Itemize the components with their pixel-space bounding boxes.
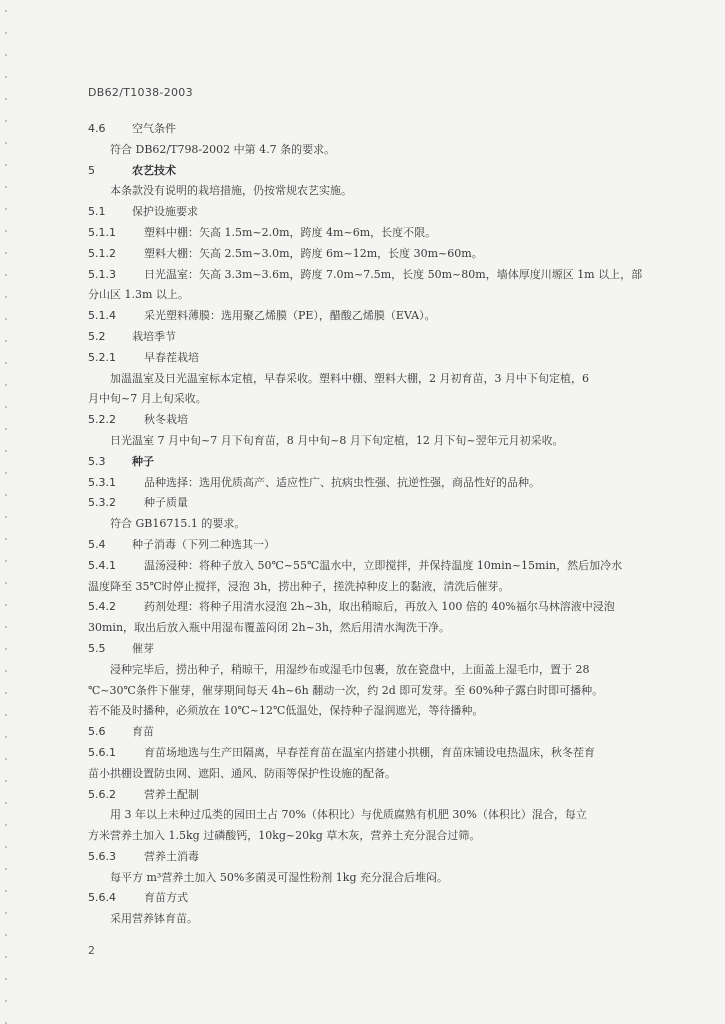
section-title: 育苗 — [132, 725, 154, 739]
section-title: 早春茬栽培 — [144, 350, 199, 364]
body-text-line: 月中旬~7 月上旬采收。 — [88, 392, 207, 406]
section-number: 5.1.2 — [88, 246, 116, 260]
body-text-line: 加温温室及日光温室标本定植，早春采收。塑料中棚、塑料大棚，2 月初育苗，3 月中下旬定植，6 — [110, 371, 589, 385]
section-heading — [88, 161, 698, 182]
standard-code-header: DB62/T1038-2003 — [88, 86, 193, 99]
section-title: 种子消毒（下列二种选其一） — [132, 537, 275, 551]
body-text-line: 日光温室 7 月中旬~7 月下旬育苗，8 月中旬~8 月下旬定植，12 月下旬~翌年元月初采收。 — [110, 433, 564, 447]
section-title: 催芽 — [132, 641, 154, 655]
subsection-heading — [88, 348, 698, 369]
body-text-line: 分山区 1.3m 以上。 — [88, 288, 189, 302]
subsection-heading — [88, 847, 698, 868]
section-title: 栽培季节 — [132, 329, 176, 343]
section-title: 保护设施要求 — [132, 205, 198, 219]
section-heading — [88, 535, 698, 556]
section-title: 空气条件 — [132, 122, 176, 135]
section-number: 5.2.1 — [88, 350, 116, 364]
section-number: 5.6.1 — [88, 745, 116, 759]
section-number: 5.4 — [88, 537, 106, 551]
subsection-heading — [88, 597, 698, 618]
body-text-line: 苗小拱棚设置防虫网、遮阳、通风、防雨等保护性设施的配备。 — [88, 766, 396, 780]
section-number: 5.6.2 — [88, 787, 116, 801]
section-number: 5.2 — [88, 329, 106, 343]
body-text-line: ℃~30℃条件下催芽，催芽期间每天 4h~6h 翻动一次，约 2d 即可发芽。至 60%种子露白时即可播种。 — [88, 683, 604, 697]
section-number: 5.6.3 — [88, 849, 116, 863]
section-number: 5.6.4 — [88, 891, 116, 905]
subsection-heading — [88, 473, 698, 494]
body-text-line: 符合 DB62/T798-2002 中第 4.7 条的要求。 — [110, 142, 336, 156]
body-text-line: 方米营养土加入 1.5kg 过磷酸钙，10kg~20kg 草木灰，营养土充分混合过筛。 — [88, 829, 481, 843]
section-title: 温汤浸种：将种子放入 50℃~55℃温水中，立即搅拌，并保持温度 10min~15min，然后加冷水 — [144, 558, 623, 572]
section-number: 5.1.4 — [88, 309, 116, 323]
subsection-heading — [88, 244, 698, 265]
subsection-heading — [88, 743, 698, 764]
section-title: 育苗场地选与生产田隔离，早春茬育苗在温室内搭建小拱棚，育苗床铺设电热温床，秋冬茬育 — [144, 745, 595, 759]
body-text-line: 温度降至 35℃时停止搅拌，浸泡 3h，捞出种子，搓洗掉种皮上的黏液，清洗后催芽。 — [88, 579, 510, 593]
scan-edge-dots — [4, 0, 8, 1024]
section-number: 4.6 — [88, 122, 106, 135]
body-text-line: 每平方 m³营养土加入 50%多菌灵可湿性粉剂 1kg 充分混合后堆闷。 — [110, 870, 448, 884]
subsection-heading — [88, 410, 698, 431]
page-number: 2 — [88, 944, 95, 957]
section-heading — [88, 452, 698, 473]
subsection-heading — [88, 785, 698, 806]
section-number: 5.4.1 — [88, 558, 116, 572]
section-number: 5.1.3 — [88, 267, 116, 281]
body-text-line: 符合 GB16715.1 的要求。 — [110, 517, 246, 531]
section-title: 品种选择：选用优质高产、适应性广、抗病虫性强、抗逆性强，商品性好的品种。 — [144, 475, 540, 489]
body-text-line: 30min，取出后放入瓶中用湿布覆盖闷闭 2h~3h，然后用清水淘洗干净。 — [88, 621, 450, 635]
section-title: 种子质量 — [144, 496, 188, 510]
section-heading — [88, 639, 698, 660]
section-title: 营养土消毒 — [144, 849, 199, 863]
section-heading — [88, 327, 698, 348]
document-body — [88, 119, 698, 930]
section-number: 5.3 — [88, 454, 106, 468]
section-title: 营养土配制 — [144, 787, 199, 801]
subsection-heading — [88, 493, 698, 514]
body-text-line: 用 3 年以上未种过瓜类的园田土占 70%（体积比）与优质腐熟有机肥 30%（体积比）混合，每立 — [110, 808, 587, 822]
subsection-heading — [88, 556, 698, 577]
section-title: 塑料中棚：矢高 1.5m~2.0m，跨度 4m~6m，长度不限。 — [144, 225, 437, 239]
subsection-heading — [88, 265, 698, 286]
section-number: 5 — [88, 163, 95, 177]
section-title: 药剂处理：将种子用清水浸泡 2h~3h，取出稍晾后，再放入 100 倍的 40%福尔马林溶液中浸泡 — [144, 600, 615, 614]
section-title: 秋冬栽培 — [144, 413, 188, 427]
body-text-line: 采用营养钵育苗。 — [110, 912, 198, 926]
section-number: 5.3.1 — [88, 475, 116, 489]
section-number: 5.4.2 — [88, 600, 116, 614]
section-heading — [88, 119, 698, 140]
body-text-line: 浸种完毕后，捞出种子，稍晾干，用湿纱布或湿毛巾包裹，放在瓷盘中，上面盖上湿毛巾，置于 28 — [110, 662, 590, 676]
section-number: 5.5 — [88, 641, 106, 655]
section-number: 5.3.2 — [88, 496, 116, 510]
body-text-line: 若不能及时播种，必须放在 10℃~12℃低温处，保持种子湿润遮光，等待播种。 — [88, 704, 484, 718]
subsection-heading — [88, 888, 698, 909]
section-title: 采光塑料薄膜：选用聚乙烯膜（PE），醋酸乙烯膜（EVA）。 — [144, 309, 436, 323]
body-text-line: 本条款没有说明的栽培措施，仍按常规农艺实施。 — [110, 184, 352, 198]
section-number: 5.1.1 — [88, 225, 116, 239]
section-number: 5.1 — [88, 205, 106, 219]
section-title: 育苗方式 — [144, 891, 188, 905]
section-title: 种子 — [132, 454, 154, 468]
subsection-heading — [88, 223, 698, 244]
section-number: 5.6 — [88, 725, 106, 739]
section-heading — [88, 722, 698, 743]
section-heading — [88, 202, 698, 223]
subsection-heading — [88, 306, 698, 327]
section-title: 塑料大棚：矢高 2.5m~3.0m，跨度 6m~12m，长度 30m~60m。 — [144, 246, 483, 260]
section-title: 农艺技术 — [132, 163, 176, 177]
section-title: 日光温室：矢高 3.3m~3.6m，跨度 7.0m~7.5m，长度 50m~80m，墙体厚度川塬区 1m 以上，部 — [144, 267, 643, 281]
section-number: 5.2.2 — [88, 413, 116, 427]
